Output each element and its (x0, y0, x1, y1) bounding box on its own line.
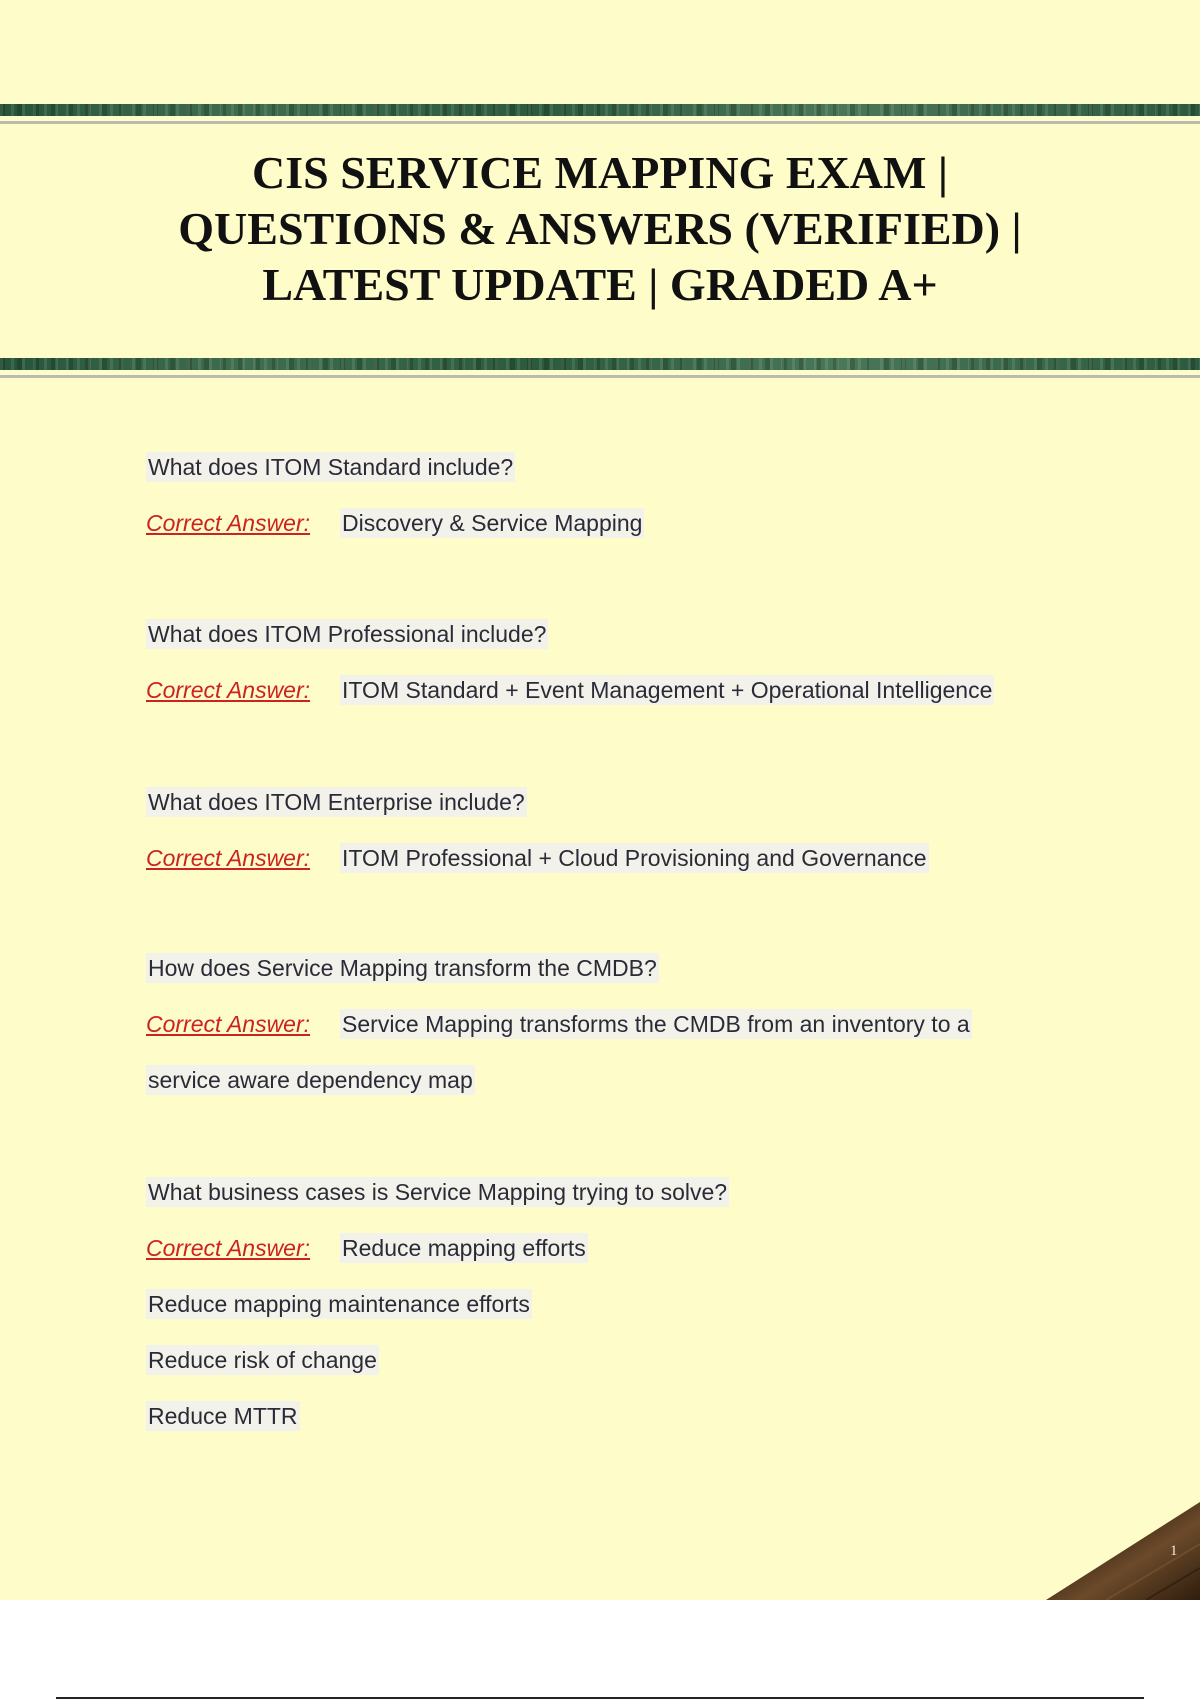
qa-item-2 (146, 606, 1126, 718)
header-bottom-band (0, 358, 1200, 370)
question-text: What does ITOM Professional include? (148, 621, 547, 647)
correct-answer-label: Correct Answer: (146, 1235, 311, 1261)
question-text: How does Service Mapping transform the CMDB? (148, 955, 657, 981)
question-text: What does ITOM Enterprise include? (148, 789, 525, 815)
header-bottom-rule (0, 375, 1200, 378)
qa-item-3 (146, 774, 1126, 886)
header-top-rule (0, 121, 1200, 124)
answer-text: Discovery & Service Mapping (342, 510, 643, 536)
answer-text-continued: service aware dependency map (148, 1067, 473, 1093)
question-text: What business cases is Service Mapping trying to solve? (148, 1179, 728, 1205)
answer-text-continued: Reduce mapping maintenance efforts (148, 1291, 530, 1317)
qa-item-5 (146, 1164, 1126, 1444)
header-top-band (0, 104, 1200, 116)
correct-answer-label: Correct Answer: (146, 845, 311, 871)
answer-text: Service Mapping transforms the CMDB from an inventory to a (342, 1011, 970, 1037)
correct-answer-label: Correct Answer: (146, 1011, 311, 1037)
next-page-edge-rule (56, 1697, 1144, 1699)
answer-text-continued: Reduce risk of change (148, 1347, 377, 1373)
page-number: 1 (1170, 1543, 1178, 1559)
qa-item-4 (146, 940, 1126, 1108)
answer-text: Reduce mapping efforts (342, 1235, 586, 1261)
answer-text: ITOM Professional + Cloud Provisioning and Governance (342, 845, 927, 871)
title-line-2: QUESTIONS & ANSWERS (VERIFIED) | (178, 203, 1022, 254)
correct-answer-label: Correct Answer: (146, 510, 311, 536)
qa-item-1 (146, 439, 1126, 551)
title-line-1: CIS SERVICE MAPPING EXAM | (252, 147, 948, 198)
question-text: What does ITOM Standard include? (148, 454, 514, 480)
answer-text-continued: Reduce MTTR (148, 1403, 298, 1429)
correct-answer-label: Correct Answer: (146, 677, 311, 703)
title-line-3: LATEST UPDATE | GRADED A+ (262, 259, 938, 310)
answer-text: ITOM Standard + Event Management + Operational Intelligence (342, 677, 993, 703)
document-title (60, 145, 1140, 313)
